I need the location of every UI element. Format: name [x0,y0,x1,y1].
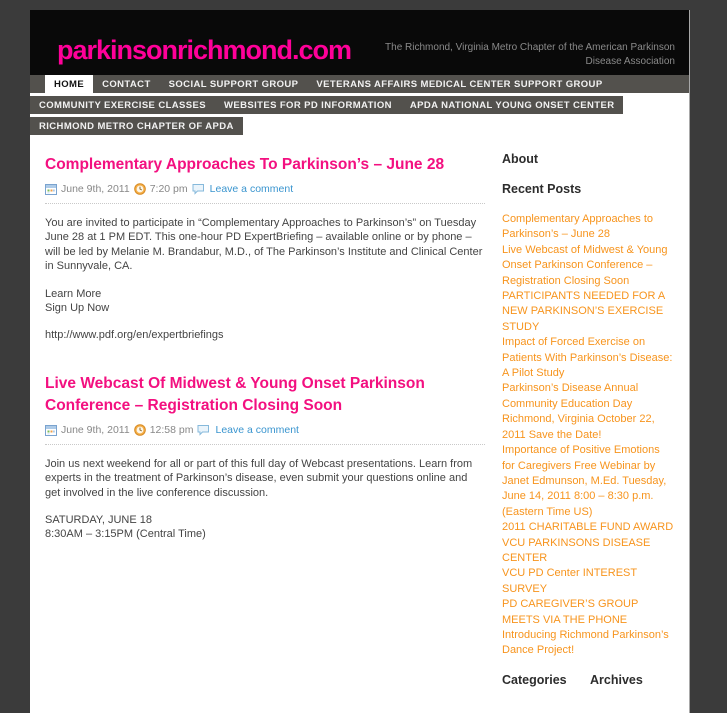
recent-posts-heading: Recent Posts [502,182,582,196]
nav-row-1 [30,75,689,93]
nav-item[interactable]: COMMUNITY EXERCISE CLASSES [39,100,206,111]
leave-comment-link[interactable]: Leave a comment [215,423,299,436]
recent-post-link[interactable]: Parkinson’s Disease Annual Community Education Day Richmond, Virginia October 22, 2011 Save the Date! [502,382,655,441]
clock-icon [134,424,146,436]
nav-item[interactable]: HOME [45,75,93,93]
comment-bubble-icon [197,424,209,436]
schedule-date: SATURDAY, JUNE 18 [45,514,152,527]
comment-bubble-icon [192,183,204,195]
nav-item[interactable]: WEBSITES FOR PD INFORMATION [224,100,392,111]
leave-comment-link[interactable]: Leave a comment [209,183,294,195]
post-links-block [45,287,485,316]
site-tagline [365,41,675,69]
post-separator [45,203,485,204]
post-date: June 9th, 2011 [61,423,130,436]
recent-post-link[interactable]: Impact of Forced Exercise on Patients With Parkinson’s Disease: A Pilot Study [502,336,673,380]
post-meta [45,183,485,195]
post-date: June 9th, 2011 [61,183,130,195]
nav-row-2 [30,96,623,114]
recent-post-link[interactable]: VCU PD Center INTEREST SURVEY [502,567,637,595]
about-widget [502,152,675,166]
sidebar [490,138,689,713]
post-time: 12:58 pm [149,423,194,436]
recent-posts-widget [502,182,675,659]
post-meta [45,424,485,436]
post-schedule [45,513,485,542]
post-1 [45,154,485,343]
recent-post-link[interactable]: VCU PARKINSONS DISEASE CENTER [502,536,651,564]
clock-icon [134,183,146,195]
nav-item[interactable]: APDA NATIONAL YOUNG ONSET CENTER [409,100,615,111]
recent-post-link[interactable]: PARTICIPANTS NEEDED FOR A NEW PARKINSON’S EXERCISE STUDY [502,290,665,333]
sidebar-bottom-columns [502,673,675,703]
archives-heading: Archives [590,672,643,687]
categories-heading: Categories [502,672,567,687]
recent-post-link[interactable]: Introducing Richmond Parkinson’s Dance Project! [502,628,669,657]
recent-posts-list [502,212,675,659]
recent-post-link[interactable]: PD CAREGIVER’S GROUP MEETS VIA THE PHONE [502,598,639,626]
recent-post-link[interactable]: 2011 CHARITABLE FUND AWARD [502,521,674,534]
calendar-icon [45,424,57,436]
main-column [30,138,490,713]
main-navigation [30,75,689,135]
post-separator [45,444,485,445]
post-2 [45,373,485,542]
page-container [30,10,690,713]
sign-up-link[interactable]: Sign Up Now [45,302,110,315]
post-paragraph: Join us next weekend for all or part of this full day of Webcast presentations. Learn from experts in the treatment of Parkinson’s disease, even submit your questions online and get involved in the live conference discussion. [45,457,473,499]
about-heading: About [502,152,539,166]
post-time: 7:20 pm [149,183,188,195]
post-title-link[interactable]: Live Webcast Of Midwest & Young Onset Parkinson Conference – Registration Closing Soon [45,374,425,414]
recent-post-link[interactable]: Complementary Approaches to Parkinson’s – June 28 [502,213,654,241]
nav-row-3 [30,117,243,135]
site-title-link[interactable]: parkinsonrichmond.com [57,35,352,65]
recent-post-link[interactable]: Live Webcast of Midwest & Young Onset Parkinson Conference – Registration Closing Soon [502,243,668,287]
nav-item[interactable]: CONTACT [102,79,151,90]
schedule-time: 8:30AM – 3:15PM (Central Time) [45,528,206,541]
post-title-link[interactable]: Complementary Approaches To Parkinson’s – June 28 [45,156,445,173]
site-header [30,10,689,75]
nav-item[interactable]: VETERANS AFFAIRS MEDICAL CENTER SUPPORT GROUP [316,79,603,90]
recent-post-link[interactable]: Importance of Positive Emotions for Caregivers Free Webinar by Janet Edmunson, M.Ed. Tuesday, June 14, 2011 8:00 – 8:30 p.m. (Eastern Time US) [502,444,667,518]
post-url-text[interactable]: http://www.pdf.org/en/expertbriefings [45,329,224,342]
tagline-line-2: Disease Association [585,56,675,67]
learn-more-link[interactable]: Learn More [45,287,102,300]
content-area [30,138,689,713]
nav-item[interactable]: RICHMOND METRO CHAPTER OF APDA [39,121,234,132]
nav-item[interactable]: SOCIAL SUPPORT GROUP [168,79,299,90]
post-paragraph: You are invited to participate in “Complementary Approaches to Parkinson’s” on Tuesday June 28 at 1 PM EDT. This one-hour PD ExpertBriefing – available online or by phone – will be led by Melanie M. Brandabur, M.D., of The Parkinson’s Institute and Clinical Center in Sunnyvale, CA. [45,217,483,273]
calendar-icon [45,183,57,195]
tagline-line-1: The Richmond, Virginia Metro Chapter of the American Parkinson [385,42,675,53]
